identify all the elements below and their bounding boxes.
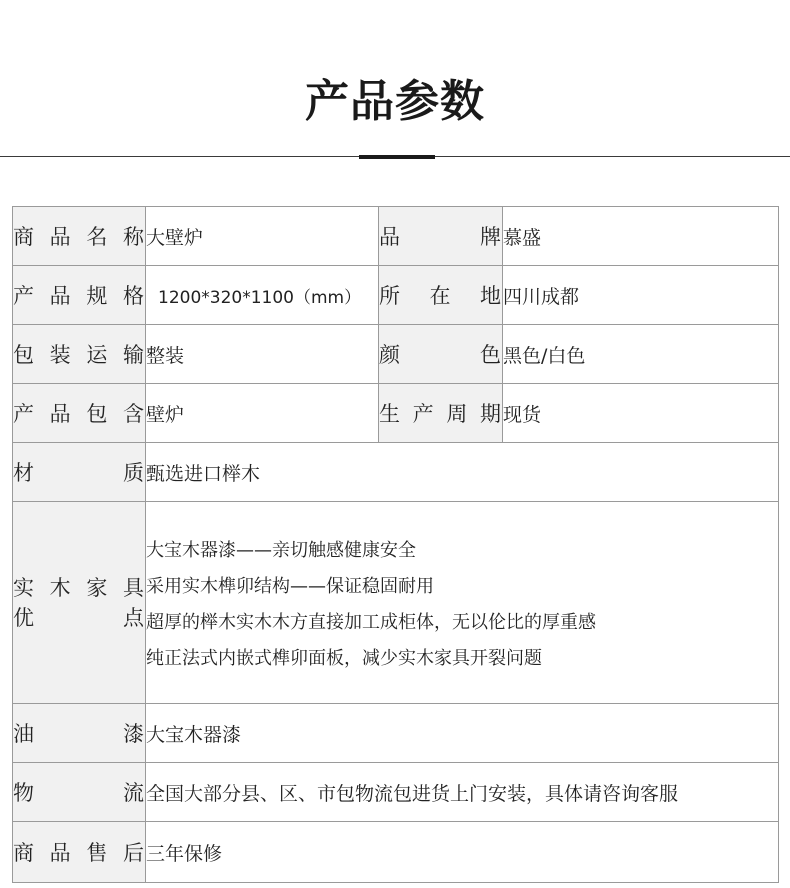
label-after-sales: 商品售后: [13, 841, 145, 865]
advantages-list: [146, 502, 779, 704]
label-advantages-line1: 实木家具: [13, 575, 145, 600]
value-brand: 慕盛: [503, 207, 779, 266]
value-logistics: 全国大部分县、区、市包物流包进货上门安装，具体请咨询客服: [146, 763, 779, 822]
label-product-name: 商品名称: [13, 225, 145, 249]
table-row: [13, 704, 779, 763]
table-row: [13, 207, 779, 266]
label-logistics: 物 流: [13, 781, 145, 805]
label-color: 颜 色: [379, 343, 502, 367]
label-location: 所在地: [379, 284, 502, 308]
value-product-name: 大壁炉: [146, 207, 379, 266]
label-cell: [13, 704, 146, 763]
value-paint: 大宝木器漆: [146, 704, 779, 763]
label-paint: 油 漆: [13, 722, 145, 746]
list-item: 采用实木榫卯结构——保证稳固耐用: [146, 575, 434, 597]
label-cell: [379, 266, 503, 325]
label-brand: 品 牌: [379, 225, 502, 249]
label-packaging: 包装运输: [13, 343, 145, 367]
product-spec-table: [12, 206, 779, 883]
label-cell: [13, 502, 146, 704]
page-title: 产品参数: [305, 76, 485, 127]
label-cell: [13, 207, 146, 266]
list-item: 大宝木器漆——亲切触感健康安全: [146, 539, 416, 561]
table-row: [13, 266, 779, 325]
label-cell: [13, 266, 146, 325]
table-row: [13, 384, 779, 443]
table-row: [13, 325, 779, 384]
label-cell: [379, 384, 503, 443]
value-material: 甄选进口榉木: [146, 443, 779, 502]
label-cell: [13, 822, 146, 883]
label-cell: [13, 384, 146, 443]
label-cell: [13, 443, 146, 502]
table-row: [13, 763, 779, 822]
label-contents: 产品包含: [13, 402, 145, 426]
title-divider-accent: [359, 155, 435, 159]
label-cell: [13, 763, 146, 822]
label-spec: 产品规格: [13, 284, 145, 308]
value-after-sales: 三年保修: [146, 822, 779, 883]
value-spec: 1200*320*1100（mm）: [146, 266, 379, 325]
table-row: [13, 443, 779, 502]
table-row: [13, 822, 779, 883]
table-row: [13, 502, 779, 704]
label-cell: [13, 325, 146, 384]
value-production-cycle: 现货: [503, 384, 779, 443]
list-item: 纯正法式内嵌式榫卯面板，减少实木家具开裂问题: [146, 647, 542, 669]
label-cell: [379, 207, 503, 266]
value-color: 黑色/白色: [503, 325, 779, 384]
value-location: 四川成都: [503, 266, 779, 325]
label-cell: [379, 325, 503, 384]
label-production-cycle: 生产周期: [379, 402, 502, 426]
list-item: 超厚的榉木实木木方直接加工成柜体，无以伦比的厚重感: [146, 611, 596, 633]
label-material: 材 质: [13, 461, 145, 485]
value-contents: 壁炉: [146, 384, 379, 443]
label-advantages-line2: 优 点: [13, 605, 145, 630]
value-packaging: 整装: [146, 325, 379, 384]
